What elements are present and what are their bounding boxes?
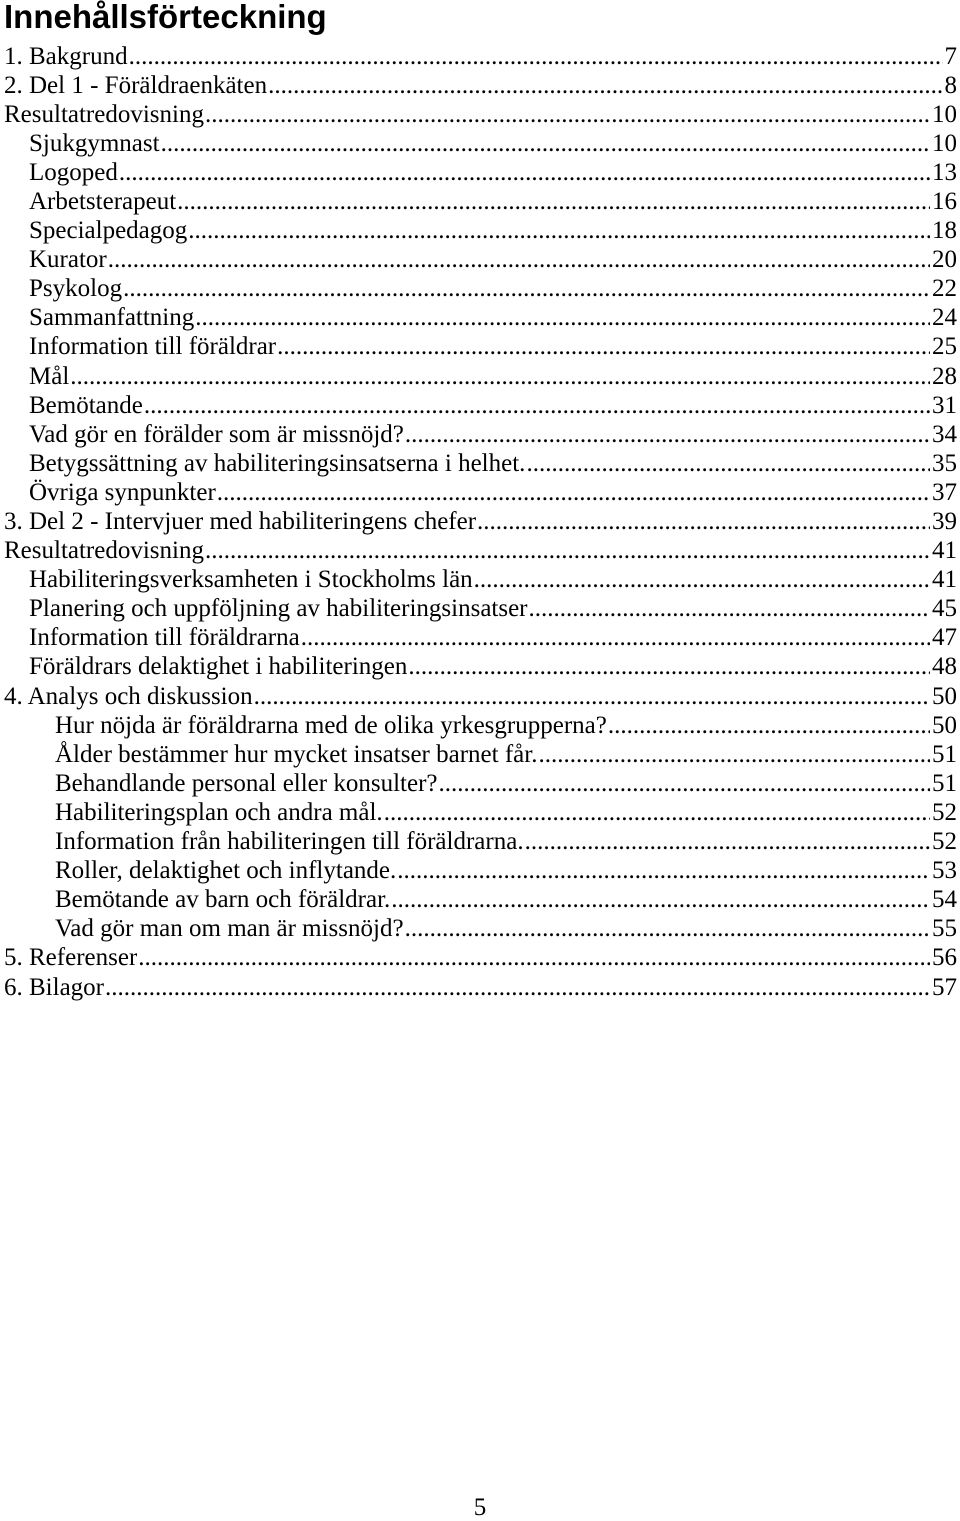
dot-leader: [277, 332, 930, 361]
toc-entry-page: 8: [944, 71, 957, 99]
toc-entry-page: 31: [932, 391, 957, 419]
toc-entry[interactable]: [4, 536, 957, 565]
toc-entry[interactable]: [4, 769, 957, 798]
dot-leader: [70, 362, 930, 391]
toc-entry-page: 51: [932, 740, 957, 768]
toc-entry-page: 35: [932, 449, 957, 477]
dot-leader: [405, 914, 930, 943]
toc-entry-page: 50: [932, 682, 957, 710]
toc-entry-title: Övriga synpunkter: [29, 478, 216, 506]
toc-entry[interactable]: [4, 187, 957, 216]
dot-leader: [138, 943, 930, 972]
toc-entry-title: Information från habiliteringen till föräldrarna.: [55, 828, 524, 856]
dot-leader: [608, 711, 930, 740]
toc-entry-title: Sjukgymnast: [29, 129, 160, 157]
toc-entry[interactable]: [4, 303, 957, 332]
dot-leader: [205, 100, 930, 129]
toc-entry-title: Logoped: [29, 158, 118, 186]
toc-entry[interactable]: [4, 711, 957, 740]
toc-entry-page: 41: [932, 566, 957, 594]
toc-entry[interactable]: [4, 565, 957, 594]
toc-entry-page: 48: [932, 653, 957, 681]
toc-entry-title: Mål: [29, 362, 70, 390]
dot-leader: [477, 507, 930, 536]
toc-entry[interactable]: [4, 652, 957, 681]
toc-entry-title: Sammanfattning: [29, 304, 195, 332]
toc-entry-title: Information till föräldrar: [29, 333, 277, 361]
dot-leader: [108, 245, 930, 274]
toc-entry-title: Specialpedagog: [29, 217, 188, 245]
toc-entry-title: Hur nöjda är föräldrarna med de olika yrkesgrupperna?: [55, 711, 607, 739]
dot-leader: [408, 652, 930, 681]
toc-entry[interactable]: [4, 973, 957, 1002]
dot-leader: [105, 973, 930, 1002]
toc-entry[interactable]: [4, 478, 957, 507]
toc-entry-title: Habiliteringsplan och andra mål.: [55, 798, 383, 826]
toc-entry-title: Vad gör man om man är missnöjd?: [55, 915, 404, 943]
toc-entry-page: 45: [932, 595, 957, 623]
toc-entry[interactable]: [4, 71, 957, 100]
dot-leader: [391, 885, 930, 914]
dot-leader: [384, 798, 930, 827]
toc-entry[interactable]: [4, 682, 957, 711]
toc-entry[interactable]: [4, 332, 957, 361]
toc-entry-page: 37: [932, 478, 957, 506]
toc-entry[interactable]: [4, 158, 957, 187]
toc-entry[interactable]: [4, 827, 957, 856]
dot-leader: [144, 391, 930, 420]
toc-entry-title: Bemötande av barn och föräldrar.: [55, 886, 391, 914]
toc-entry[interactable]: [4, 623, 957, 652]
toc-entry[interactable]: [4, 885, 957, 914]
toc-entry[interactable]: [4, 420, 957, 449]
dot-leader: [301, 623, 930, 652]
dot-leader: [397, 856, 930, 885]
toc-entry-title: Bemötande: [29, 391, 143, 419]
toc-entry-page: 13: [932, 158, 957, 186]
toc-entry[interactable]: [4, 362, 957, 391]
toc-entry-page: 52: [932, 828, 957, 856]
toc-entry[interactable]: [4, 594, 957, 623]
toc-entry-page: 22: [932, 275, 957, 303]
toc-entry-page: 39: [932, 508, 957, 535]
dot-leader: [123, 274, 930, 303]
toc-entry[interactable]: [4, 798, 957, 827]
dot-leader: [525, 827, 930, 856]
dot-leader: [529, 594, 930, 623]
dot-leader: [161, 129, 930, 158]
toc-entry-page: 24: [932, 304, 957, 332]
toc-entry[interactable]: [4, 274, 957, 303]
toc-entry-title: Arbetsterapeut: [29, 187, 177, 215]
table-of-contents: [4, 42, 957, 1002]
toc-entry[interactable]: [4, 391, 957, 420]
toc-entry[interactable]: [4, 856, 957, 885]
toc-entry-page: 52: [932, 798, 957, 826]
dot-leader: [405, 420, 930, 449]
toc-entry-title: 1. Bakgrund: [4, 42, 128, 70]
toc-entry-page: 10: [932, 129, 957, 157]
toc-entry-title: Planering och uppföljning av habiliteringsinsatser: [29, 595, 528, 623]
toc-entry-page: 47: [932, 624, 957, 652]
toc-entry-title: Kurator: [29, 246, 107, 274]
toc-entry-page: 50: [932, 711, 957, 739]
dot-leader: [474, 565, 930, 594]
toc-entry-title: Psykolog: [29, 275, 123, 303]
toc-entry-page: 41: [932, 537, 957, 565]
toc-entry-title: Roller, delaktighet och inflytande.: [55, 857, 397, 885]
toc-entry-page: 25: [932, 333, 957, 361]
toc-entry-title: Ålder bestämmer hur mycket insatser barnet får.: [55, 740, 538, 768]
toc-entry[interactable]: [4, 914, 957, 943]
dot-leader: [439, 769, 931, 798]
toc-entry-page: 18: [932, 217, 957, 245]
toc-entry-title: Habiliteringsverksamheten i Stockholms län: [29, 566, 473, 594]
dot-leader: [217, 478, 930, 507]
toc-entry-title: Behandlande personal eller konsulter?: [55, 769, 438, 797]
dot-leader: [254, 682, 930, 711]
dot-leader: [119, 158, 930, 187]
dot-leader: [188, 216, 930, 245]
page-number: 5: [473, 1494, 487, 1521]
toc-entry[interactable]: [4, 449, 957, 478]
toc-entry-page: 10: [932, 100, 957, 128]
dot-leader: [268, 71, 942, 100]
toc-entry[interactable]: [4, 245, 957, 274]
toc-entry-page: 16: [932, 187, 957, 215]
toc-entry-page: 51: [932, 769, 957, 797]
toc-entry-title: Resultatredovisning: [4, 537, 204, 565]
toc-entry-page: 53: [932, 857, 957, 885]
dot-leader: [526, 449, 930, 478]
toc-entry-page: 28: [932, 362, 957, 390]
toc-entry-page: 54: [932, 886, 957, 914]
toc-entry-page: 34: [932, 420, 957, 448]
toc-entry[interactable]: [4, 42, 957, 71]
toc-entry-title: Vad gör en förälder som är missnöjd?: [29, 420, 404, 448]
dot-leader: [205, 536, 930, 565]
toc-entry-title: 2. Del 1 - Föräldraenkäten: [4, 71, 268, 99]
toc-entry[interactable]: [4, 943, 957, 972]
toc-entry-page: 56: [932, 944, 957, 972]
toc-entry[interactable]: [4, 100, 957, 129]
toc-entry-page: 20: [932, 246, 957, 274]
toc-entry-title: Betygssättning av habiliteringsinsatserna i helhet.: [29, 449, 526, 477]
toc-entry-title: 5. Referenser: [4, 944, 138, 972]
dot-leader: [177, 187, 930, 216]
toc-entry[interactable]: [4, 740, 957, 769]
toc-entry-page: 7: [944, 42, 957, 70]
toc-entry-title: 4. Analys och diskussion: [4, 682, 253, 710]
toc-entry-title: Föräldrars delaktighet i habiliteringen: [29, 653, 408, 681]
dot-leader: [129, 42, 943, 71]
dot-leader: [195, 303, 930, 332]
toc-entry-page: 57: [932, 973, 957, 1001]
dot-leader: [538, 740, 930, 769]
toc-entry[interactable]: [4, 129, 957, 158]
toc-entry-title: Resultatredovisning: [4, 100, 204, 128]
toc-entry-title: Information till föräldrarna: [29, 624, 300, 652]
toc-entry-title: 3. Del 2 - Intervjuer med habiliteringens chefer: [4, 508, 477, 535]
toc-entry[interactable]: [4, 507, 957, 536]
toc-entry-page: 55: [932, 915, 957, 943]
toc-entry-title: 6. Bilagor: [4, 973, 104, 1001]
toc-entry[interactable]: [4, 216, 957, 245]
page-title: Innehållsförteckning: [4, 0, 327, 35]
